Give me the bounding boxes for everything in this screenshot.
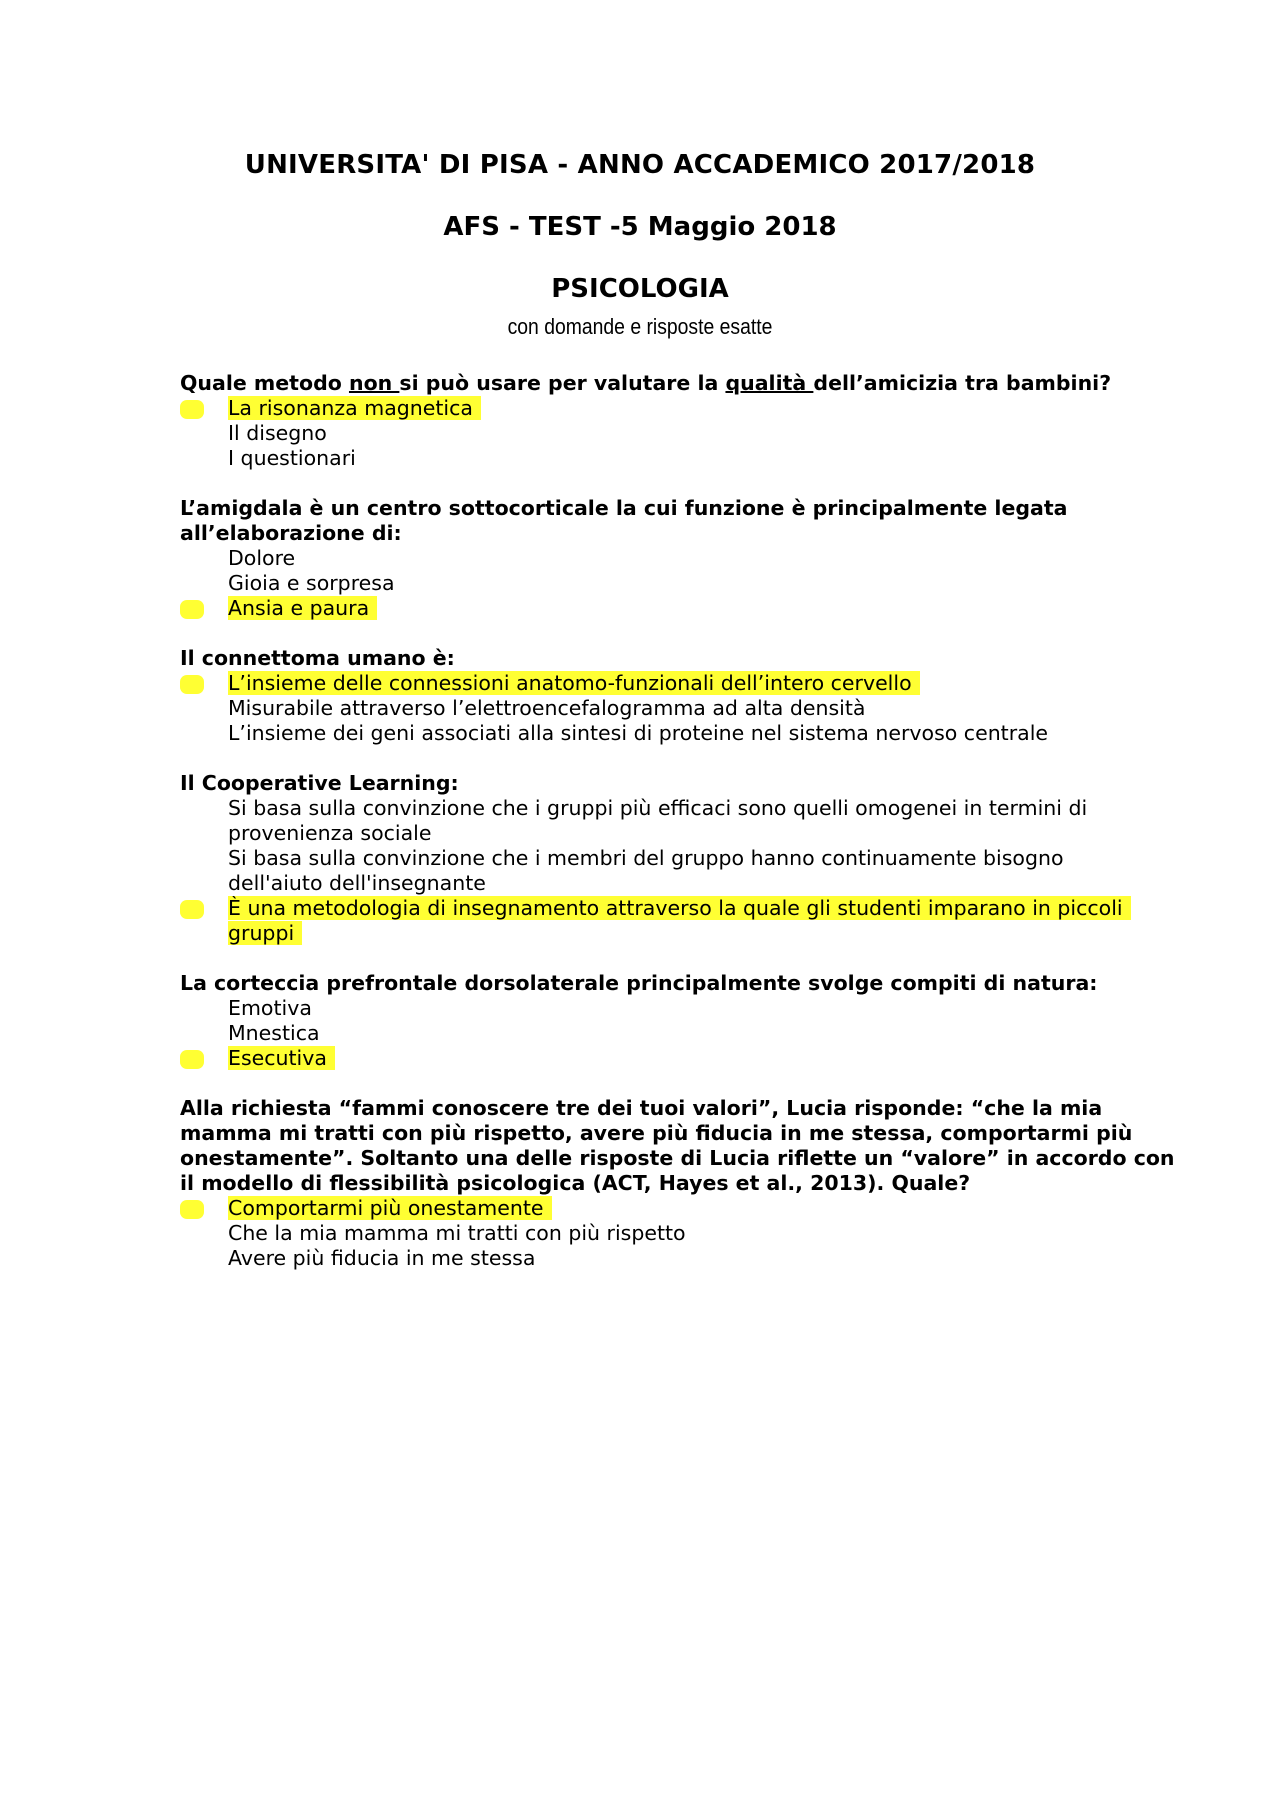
answer-option: Si basa sulla convinzione che i membri del gruppo hanno continuamente bisogno dell'aiuto dell'insegnante [228,846,1064,895]
highlight-marker [180,400,204,419]
university-title: UNIVERSITA' DI PISA - ANNO ACCADEMICO 2017/2018 [244,150,1036,180]
question-block-4 [180,771,1180,946]
answer-option-correct: La risonanza magnetica [180,396,1180,421]
highlight-marker [180,675,204,694]
answer-option: I questionari [228,446,356,470]
highlight-marker [180,1050,204,1069]
answer-option-correct: Esecutiva [180,1046,1180,1071]
question-block-3 [180,646,1180,746]
answer-option-correct: Comportarmi più onestamente [180,1196,1180,1221]
answer-option: Si basa sulla convinzione che i gruppi più efficaci sono quelli omogenei in termini di provenienza sociale [228,796,1088,845]
question-block-6 [180,1096,1180,1271]
question-block-1 [180,371,1180,471]
answer-option-correct: È una metodologia di insegnamento attraverso la quale gli studenti imparano in piccoli gruppi [180,896,1180,946]
highlight-marker [180,900,204,919]
question-text: La corteccia prefrontale dorsolaterale principalmente svolge compiti di natura: [180,971,1098,995]
test-title: AFS - TEST -5 Maggio 2018 [443,212,837,242]
question-text: Quale metodo non si può usare per valutare la qualità dell’amicizia tra bambini? [180,371,1112,395]
answer-option-correct: Ansia e paura [180,596,1180,621]
answer-option: Che la mia mamma mi tratti con più rispetto [228,1221,686,1245]
question-text: Alla richiesta “fammi conoscere tre dei tuoi valori”, Lucia risponde: “che la mia mamma mi tratti con più rispetto, avere più fiducia in me stessa, comportarmi più onestamente”. Soltanto una delle risposte di Lucia riflette un “valore” in accordo con il modello di flessibilità psicologica (ACT, Hayes et al., 2013). Quale? [180,1096,1175,1195]
subtitle: con domande e risposte esatte [507,314,773,339]
answer-option: Gioia e sorpresa [228,571,395,595]
answer-option: Mnestica [228,1021,320,1045]
highlight-marker [180,600,204,619]
answer-option: Misurabile attraverso l’elettroencefalogramma ad alta densità [228,696,866,720]
underlined-word: non [348,371,400,395]
subject-title: PSICOLOGIA [551,274,729,304]
underlined-word: qualità [725,371,814,395]
answer-option-correct: L’insieme delle connessioni anatomo-funzionali dell’intero cervello [180,671,1180,696]
answer-option: L’insieme dei geni associati alla sintesi di proteine nel sistema nervoso centrale [228,721,1049,745]
answer-option: Emotiva [228,996,312,1020]
question-text: Il connettoma umano è: [180,646,455,670]
question-text: L’amigdala è un centro sottocorticale la cui funzione è principalmente legata all’elaborazione di: [180,496,1068,545]
highlight-marker [180,1200,204,1219]
answer-option: Il disegno [228,421,327,445]
answer-option: Dolore [228,546,296,570]
question-text: Il Cooperative Learning: [180,771,459,795]
answer-option: Avere più fiducia in me stessa [228,1246,536,1270]
question-block-2 [180,496,1180,621]
question-block-5 [180,971,1180,1071]
